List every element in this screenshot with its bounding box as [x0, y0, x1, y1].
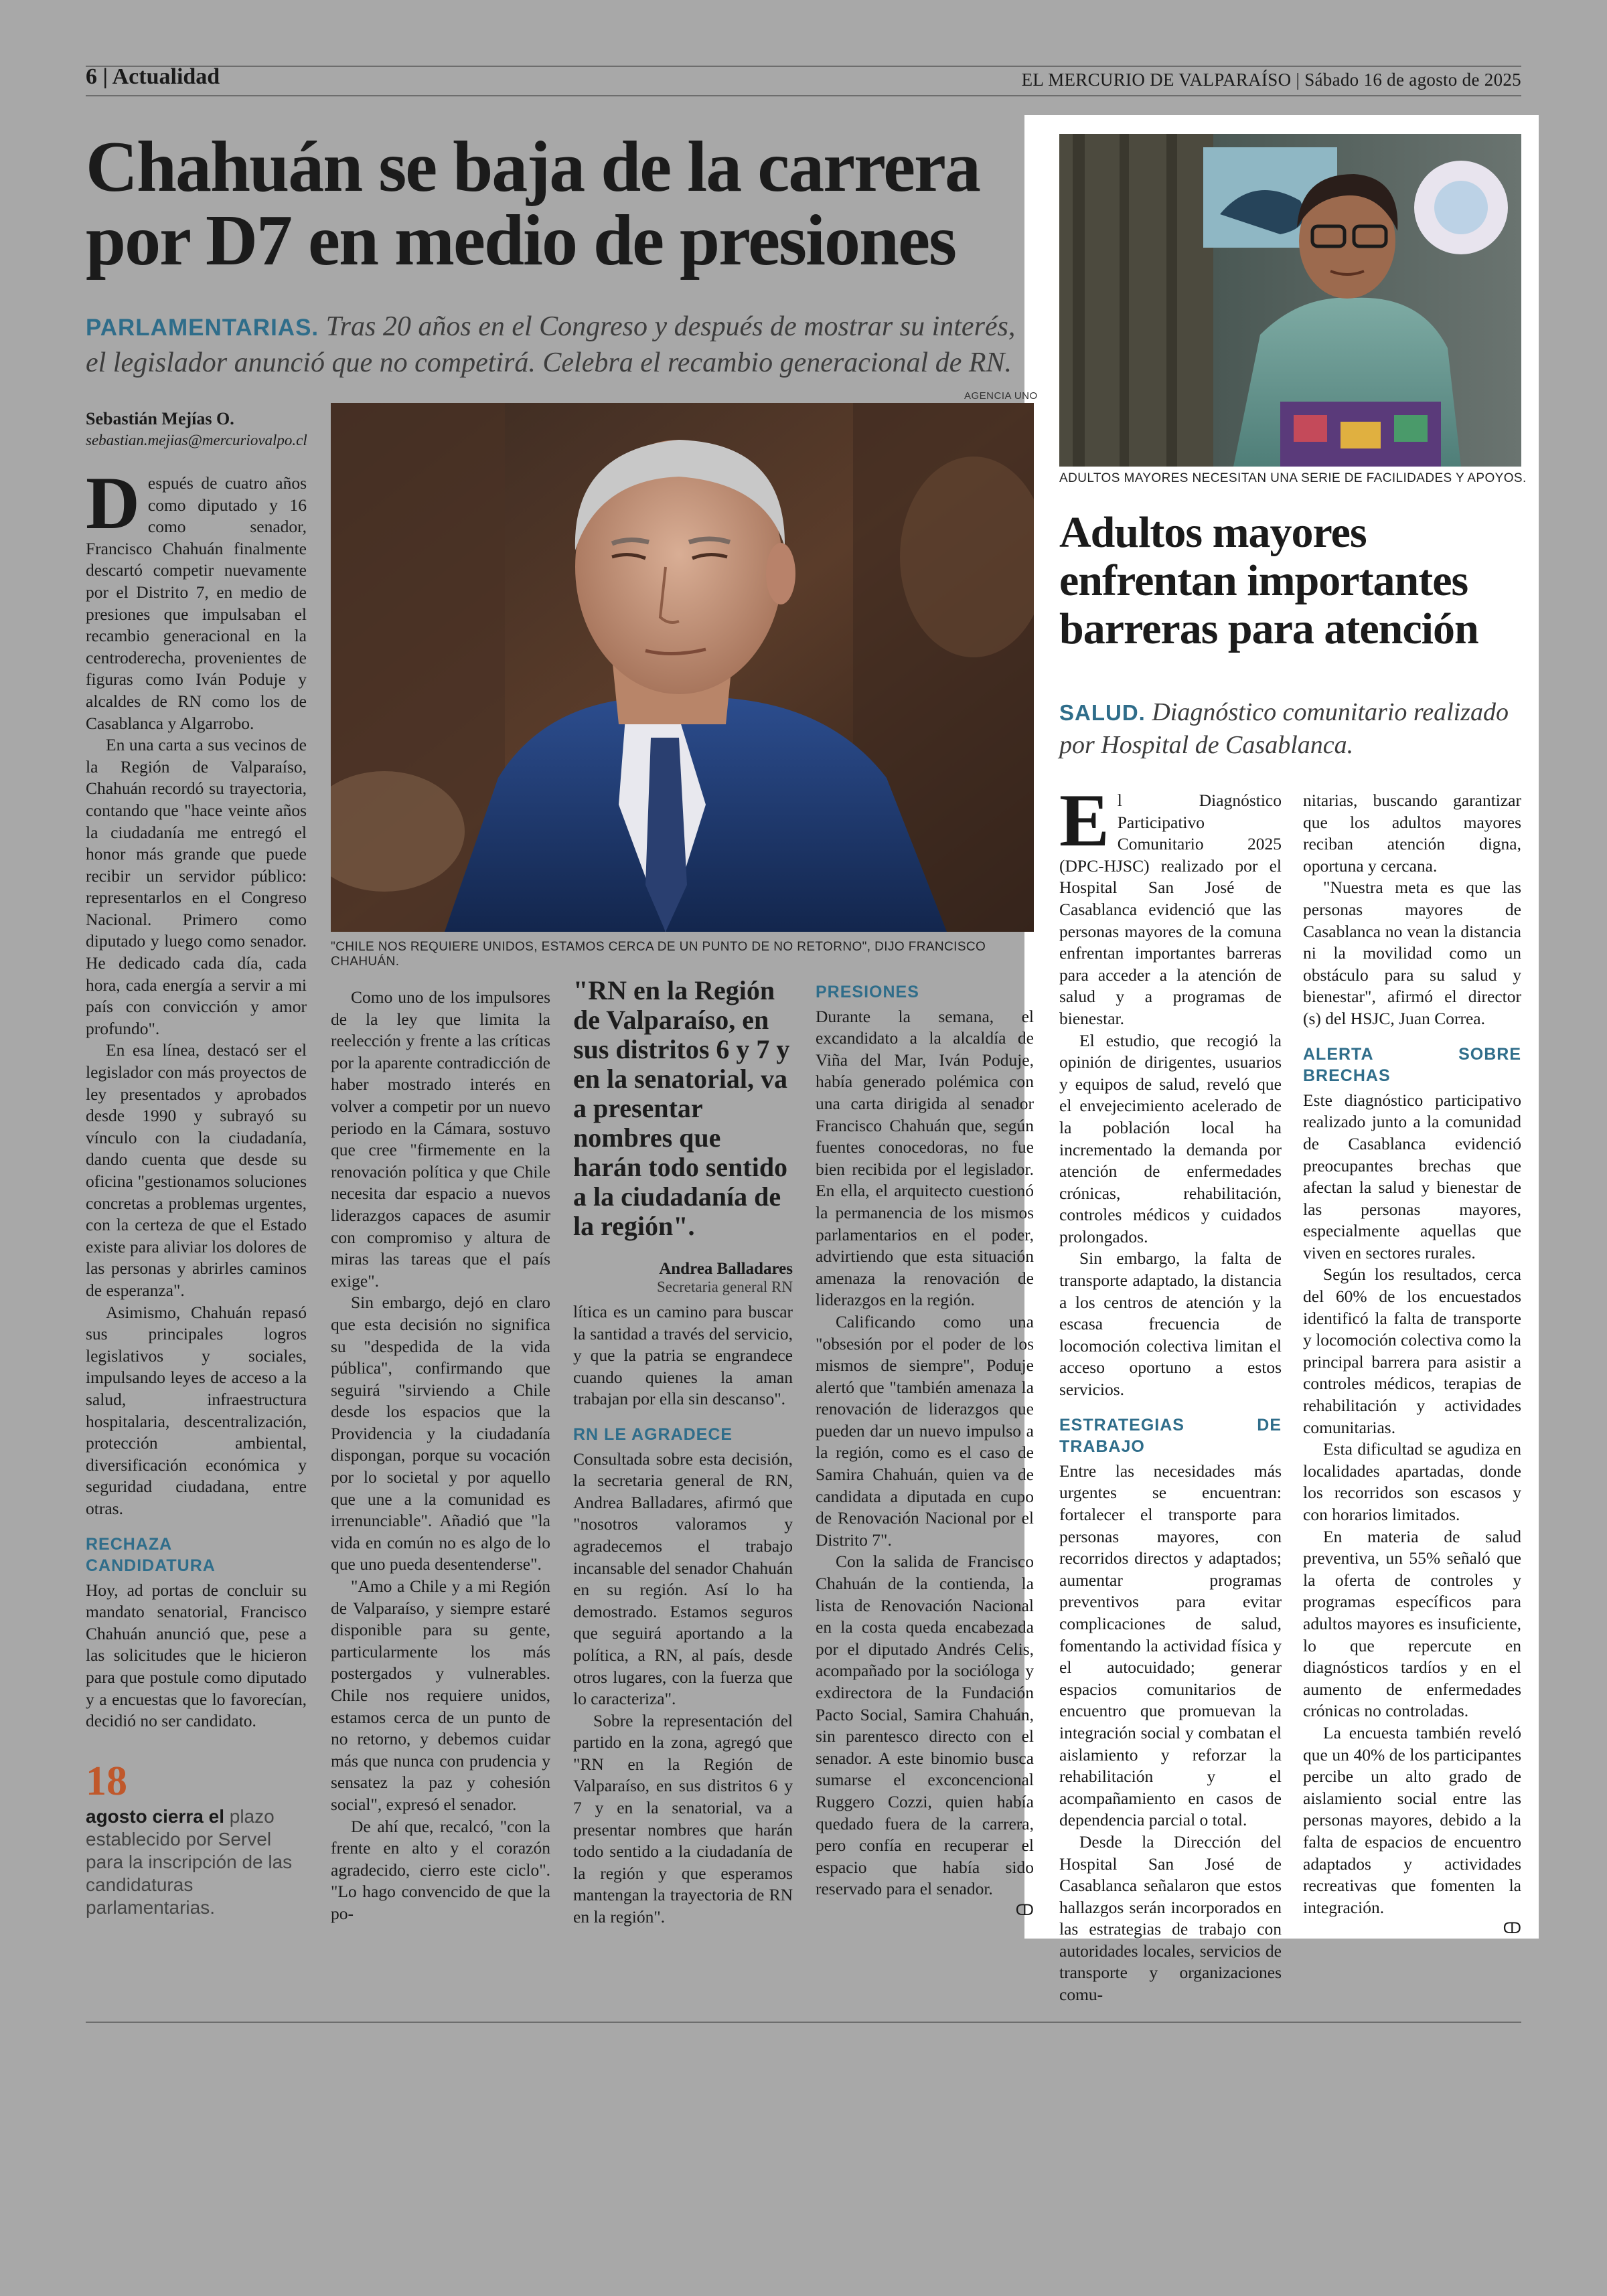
- side-kicker: SALUD. Diagnóstico comunitario realizado por Hospital de Casablanca.: [1059, 698, 1509, 759]
- main-photo: [331, 403, 1034, 932]
- side-col-1: El Diagnóstico Participativo Comunitario 2025 (DPC-HJSC) realizado por el Hospital San José de Casablanca evidenció que las personas mayores de la comuna enfrentan importantes barreras para acceder a la atención de salud y a programas de bienestar. El estudio, que recogió la opinión de dirigentes, usuarios y equipos de salud, reveló que el envejecimiento acelerado de la población local ha incrementado la demanda por atención de enfermedades crónicas, rehabilitación, controles médicos y cuidados prolongados. Sin embargo, la falta de transporte adaptado, la distancia a los centros de atención y la escasa frecuencia de locomoción colectiva limitan el acceso oportuno a estos servicios. ESTRATEGIAS DE TRABAJO Entre las necesidades más urgentes se encuentran: fortalecer el transporte para personas mayores, con recorridos directos y adaptados; aumentar programas preventivos para evitar complicaciones de salud, fomentando la actividad física y el autocuidado; generar espacios comunitarios de encuentro que promuevan la integración social y combatan el aislamiento y reforzar la rehabilitación y el acompañamiento en casos de dependencia parcial o total. Desde la Dirección del Hospital San José de Casablanca señalaron que estos hallazgos serán incorporados en las estrategias de trabajo con autoridades locales, servicios de transporte y organizaciones comu-: [1059, 779, 1282, 2005]
- masthead-date: EL MERCURIO DE VALPARAÍSO | Sábado 16 de agosto de 2025: [1021, 70, 1521, 90]
- side-headline: Adultos mayores enfrentan importantes barreras para atención: [1059, 508, 1478, 653]
- main-photo-caption: "CHILE NOS REQUIERE UNIDOS, ESTAMOS CERCA DE UN PUNTO DE NO RETORNO", DIJO FRANCISCO CHAHUÁN.: [331, 940, 986, 969]
- end-mark: ↀ: [1015, 1902, 1034, 1919]
- top-rule: [86, 66, 1521, 67]
- subhead-agradece: RN LE AGRADECE: [573, 1424, 733, 1444]
- header-rule: [86, 95, 1521, 96]
- byline: [86, 408, 307, 451]
- page-folio: 6 | Actualidad: [86, 64, 220, 89]
- bottom-rule: [86, 2022, 1521, 2023]
- main-col-1: Después de cuatro años como diputado y 16 como senador, Francisco Chahuán finalmente descartó competir nuevamente por el Distrito 7, en medio de presiones que impulsaban el recambio generacional en la centroderecha, provenientes de figuras como Iván Poduje y alcaldes de RN como los de Casablanca y Algarrobo. En una carta a sus vecinos de la Región de Valparaíso, Chahuán recordó su trayectoria, contando que "hace veinte años la ciudadanía me entregó el honor más grande que puede recibir un servidor público: representarlos en el Congreso Nacional. Primero como diputado y luego como senador. He dedicado cada día, cada hora, cada energía a servir a mi país con convicción y amor profundo". En esa línea, destacó ser el legislador con más proyectos de ley presentados y aprobados desde 1990 y subrayó su vínculo con la ciudadanía, dando cuenta que desde su oficina "gestionamos soluciones concretas a problemas urgentes, con la certeza de que el Estado existe para aliviar los dolores de las personas y abrirles caminos de esperanza". Asimismo, Chahuán repasó sus principales logros legislativos y sociales, impulsando leyes de acceso a la salud, infraestructura hospitalaria, descentralización, protección ambiental, diversificación económica y seguridad ciudadana, entre otras. RECHAZA CANDIDATURA Hoy, ad portas de concluir su mandato senatorial, Francisco Chahuán anunció que, pese a las solicitudes que le hicieron para que postule como diputado y a encuestas que lo favorecían, decidió no ser candidato.: [86, 462, 307, 1731]
- aside-text: agosto cierra el plazo establecido por Servel para la inscripción de las candidaturas parlamentarias.: [86, 1806, 293, 1918]
- main-col-3: lítica es un camino para buscar la santidad a través del servicio, y que la patria se engrandece cuando quienes la aman trabajan por ella sin descanso". RN LE AGRADECE Consultada sobre esta decisión, la secretaria general de RN, Andrea Balladares, afirmó que "nosotros valoramos y agradecemos el trabajo incansable del senador Chahuán en su región. Así lo ha demostrado. Estamos seguros que seguirá aportando a la política, a RN, al país, desde otros lugares, con la fuerza que lo caracteriza". Sobre la representación del partido en la zona, agregó que "RN en la Región de Valparaíso, en sus distritos 6 y 7 y en la senatorial, va a presentar nombres que harán todo sentido a la ciudadanía de la región y que esperamos mantengan la trayectoria de RN en la región".: [573, 1302, 793, 1927]
- side-col-2: nitarias, buscando garantizar que los adultos mayores reciban atención digna, oportuna y cercana. "Nuestra meta es que las personas mayores de Casablanca no vean la distancia ni la movilidad como un obstáculo para su salud y bienestar", afirmó el director (s) del HSJC, Juan Correa. ALERTA SOBRE BRECHAS Este diagnóstico participativo realizado junto a la comunidad de Casablanca evidenció preocupantes brechas que afectan la salud y bienestar de las personas mayores, especialmente aquellas que viven en sectores rurales. Según los resultados, cerca del 60% de los encuestados identificó la falta de transporte y locomoción colectiva como la principal barrera para asistir a controles médicos, terapias de rehabilitación y actividades comunitarias. Esta dificultad se agudiza en localidades apartadas, donde los recorridos son escasos y con horarios limitados. En materia de salud preventiva, un 55% señaló que la oferta de controles y programas específicos para adultos mayores es insuficiente, lo que repercute en diagnósticos tardíos y en el aumento de enfermedades crónicas no controladas. La encuesta también reveló que un 40% de los participantes percibe un alto grado de aislamiento social entre las personas mayores, debido a la falta de espacios de encuentro adaptados y actividades recreativas que fomenten la integración. ↀ: [1303, 790, 1521, 1941]
- author-name: Sebastián Mejías O.: [86, 409, 234, 428]
- main-kicker: PARLAMENTARIAS. Tras 20 años en el Congreso y después de mostrar su interés, el legislador anunció que no competirá. Celebra el recambio generacional de RN.: [86, 311, 1016, 378]
- side-drop-cap: E: [1059, 779, 1109, 862]
- subhead-estrategias: ESTRATEGIAS DE TRABAJO: [1059, 1415, 1282, 1457]
- quote-role: Secretaria general RN: [656, 1279, 793, 1295]
- photo-credit: AGENCIA UNO: [964, 390, 1038, 402]
- aside-number: 18: [86, 1758, 127, 1804]
- author-email: sebastian.mejias@mercuriovalpo.cl: [86, 432, 307, 448]
- main-headline: Chahuán se baja de la carrera por D7 en medio de presiones: [86, 127, 980, 280]
- subhead-presiones: PRESIONES: [816, 983, 919, 1001]
- side-photo-caption: ADULTOS MAYORES NECESITAN UNA SERIE DE FACILIDADES Y APOYOS.: [1059, 471, 1527, 485]
- drop-cap: D: [86, 462, 140, 545]
- main-col-2: Como uno de los impulsores de la ley que limita la reelección y frente a las críticas por la aparente contradicción de haber mostrado interés en volver a competir por un nuevo periodo en la Cámara, sostuvo que cree "firmemente en la renovación política y que Chile necesita dar espacio a nuevos liderazgos capaces de asumir con compromiso y altura de miras las tareas que el país exige". Sin embargo, dejó en claro que esta decisión no significa su "despedida de la vida pública", confirmando que seguirá "sirviendo a Chile desde los espacios que la Providencia y la ciudadanía dispongan, porque su vocación por lo societal y por aquello que une a la comunidad es irrenunciable". Añadió que "la vida en común no es algo de lo que uno pueda desentenderse". "Amo a Chile y a mi Región de Valparaíso, y siempre estaré disponible para su gente, particularmente los más postergados y vulnerables. Chile nos requiere unidos, estamos cerca de un punto de no retorno, y debemos cuidar más que nunca con prudencia y sensatez la paz y cohesión social", expresó el senador. De ahí que, recalcó, "con la frente en alto y el corazón agradecido, cierro este ciclo". "Lo hago convencido de que la po-: [331, 987, 550, 1923]
- side-end-mark: ↀ: [1503, 1920, 1521, 1938]
- side-photo: [1059, 134, 1521, 467]
- subhead-alerta: ALERTA SOBRE BRECHAS: [1303, 1044, 1521, 1086]
- quote-name: Andrea Balladares: [659, 1260, 793, 1278]
- main-col-4: PRESIONES Durante la semana, el excandidato a la alcaldía de Viña del Mar, Iván Poduje, había generado polémica con una carta dirigida al senador Francisco Chahuán que, según fuentes conocedoras, no fue bien recibida por el legislador. En ella, el arquitecto cuestionó la permanencia de los mismos parlamentarios en el poder, advirtiendo que esta situación amenaza la renovación de liderazgos en la región. Calificando como una "obsesión por el poder de los mismos de siempre", Poduje alertó que "también amenaza la renovación de liderazgos que pueden dar un nuevo impulso a la región, como es el caso de Samira Chahuán, quien va de candidata a diputada en cupo de Renovación Nacional por el Distrito 7". Con la salida de Francisco Chahuán de la contienda, la lista de Renovación Nacional en la costa queda encabezada por el diputado Andrés Celis, acompañado por la socióloga y exdirectora de la Fundación Pacto Social, Samira Chahuán, sin parentesco directo con el senador. A este binomio busca sumarse el exconcencional Ruggero Cozzi, quien había quedado fuera de la carrera, pero confía en recuperar el espacio que había sido reservado para el senador. ↀ: [816, 981, 1034, 1922]
- pull-quote: "RN en la Región de Valparaíso, en sus distritos 6 y 7 y en la senatorial, va a presentar nombres que harán todo sentido a la ciudadanía de la región". Andrea Balladares Secretaria general RN: [573, 975, 793, 1295]
- aside-deadline: [86, 1758, 307, 1919]
- subhead-rechaza: RECHAZA CANDIDATURA: [86, 1534, 216, 1576]
